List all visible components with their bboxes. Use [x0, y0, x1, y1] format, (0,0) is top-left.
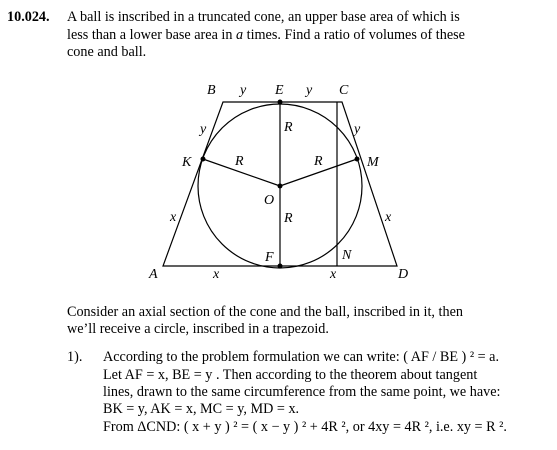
label-O: O: [264, 193, 275, 208]
label-OM-R: R: [314, 154, 323, 169]
label-C: C: [339, 83, 349, 98]
solution-intro-line-2: we’ll receive a circle, inscribed in a trapezoid.: [67, 321, 329, 337]
label-B: B: [207, 83, 216, 98]
label-D: D: [398, 267, 409, 282]
label-AF-x: x: [213, 267, 220, 282]
label-OF-R: R: [284, 211, 293, 226]
step-line-2: Let AF = x, BE = y . Then according to the theorem about tangent: [103, 367, 478, 383]
label-AK-x: x: [170, 210, 177, 225]
point-K-dot: [201, 157, 206, 162]
label-E: E: [275, 83, 284, 98]
variable-a: a: [236, 27, 244, 43]
label-EC-y: y: [306, 83, 313, 98]
solution-intro-line-1: Consider an axial section of the cone and the ball, inscribed in it, then: [67, 304, 463, 320]
problem-text-line-1: A ball is inscribed in a truncated cone, an upper base area of which is: [67, 9, 460, 25]
step-line-1: According to the problem formulation we can write: ( AF / BE ) ² = a.: [103, 349, 500, 365]
point-M-dot: [355, 157, 360, 162]
step-line-5: From ΔCND: ( x + y ) ² = ( x − y ) ² + 4R ², or 4xy = 4R ², i.e. xy = R ².: [103, 419, 507, 435]
label-M: M: [367, 155, 379, 170]
label-MD-x: x: [385, 210, 392, 225]
label-ND-x: x: [330, 267, 337, 282]
problem-text-line-3: cone and ball.: [67, 44, 147, 60]
label-A: A: [149, 267, 158, 282]
problem-number: 10.024.: [7, 9, 50, 25]
point-O-dot: [278, 184, 283, 189]
label-OK-R: R: [235, 154, 244, 169]
label-N: N: [342, 248, 352, 263]
label-EO-R: R: [284, 120, 293, 135]
point-F-dot: [278, 264, 283, 269]
label-F: F: [265, 250, 274, 265]
step-line-3: lines, drawn to the same circumference from the same point, we have:: [103, 384, 501, 400]
label-K: K: [182, 155, 192, 170]
label-BE-y: y: [240, 83, 247, 98]
problem-text-line-2: less than a lower base area in a times. Find a ratio of volumes of these: [67, 27, 465, 43]
label-BK-y: y: [200, 122, 207, 137]
label-CM-y: y: [354, 122, 361, 137]
point-E-dot: [278, 100, 283, 105]
step-number: 1).: [67, 349, 83, 365]
step-line-4: BK = y, AK = x, MC = y, MD = x.: [103, 401, 300, 417]
